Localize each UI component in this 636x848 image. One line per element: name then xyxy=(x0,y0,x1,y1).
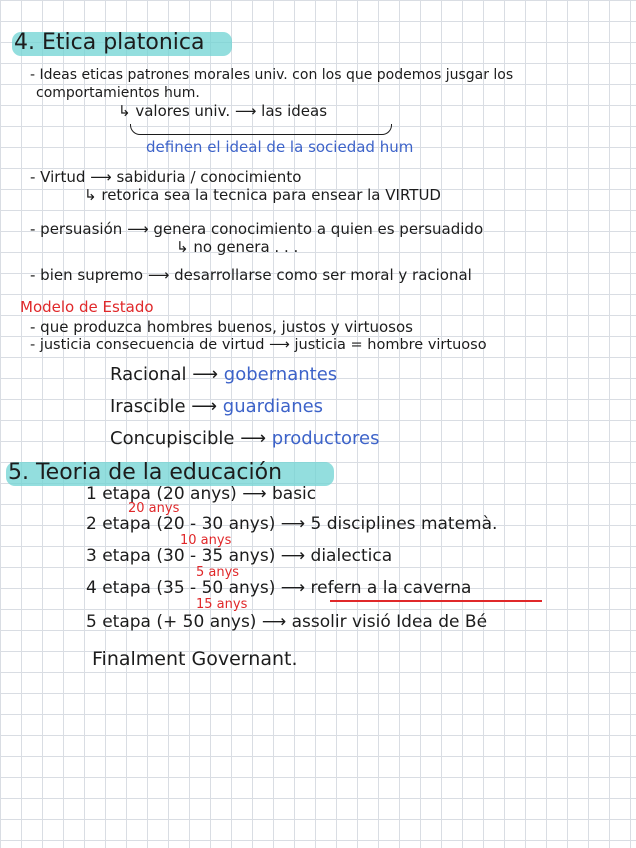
soul-role: gobernantes xyxy=(223,364,338,385)
arrow-icon: ⟶ xyxy=(234,102,257,120)
bullet2-a: - Virtud xyxy=(30,168,86,186)
modelo-title: Modelo de Estado xyxy=(20,298,154,316)
stage-row xyxy=(86,514,497,534)
stage-text: 2 etapa (20 - 30 anys) xyxy=(86,514,276,534)
turn-arrow-icon: ↳ xyxy=(176,238,189,256)
bullet4-a: - bien supremo xyxy=(30,266,144,284)
soul-part: Irascible xyxy=(110,396,186,417)
turn-arrow-icon: ↳ xyxy=(118,102,131,120)
arrow-icon: ⟶ xyxy=(269,337,290,353)
stage-text: 4 etapa (35 - 50 anys) xyxy=(86,578,276,598)
section4-title: 4. Etica platonica xyxy=(14,30,205,55)
stage-text: 1 etapa (20 anys) xyxy=(86,484,237,504)
arrow-icon: ⟶ xyxy=(192,364,219,385)
bullet1-sub-b: las ideas xyxy=(261,102,328,120)
soul-role: guardianes xyxy=(222,396,324,417)
bullet4-b: desarrollarse como ser moral y racional xyxy=(174,266,472,284)
bullet3-sub-text: no genera . . . xyxy=(193,238,299,256)
final-line: Finalment Governant. xyxy=(92,648,298,670)
bullet2-b: sabiduria / conocimiento xyxy=(116,168,302,186)
arrow-icon: ⟶ xyxy=(280,546,306,566)
red-underline xyxy=(330,600,542,602)
bullet1-line1: - Ideas eticas patrones morales univ. con los que podemos jusgar los xyxy=(30,67,514,83)
stage-target: dialectica xyxy=(310,546,393,566)
modelo-2a: - justicia consecuencia de virtud xyxy=(30,337,265,353)
bullet1-sub xyxy=(118,102,327,120)
bullet1-line2: comportamientos hum. xyxy=(36,85,200,101)
arrow-icon: ⟶ xyxy=(191,396,218,417)
arrow-icon: ⟶ xyxy=(90,168,112,186)
stage-duration: 10 anys xyxy=(180,533,232,548)
soul-role: productores xyxy=(271,428,380,449)
modelo-2b: justicia = hombre virtuoso xyxy=(294,337,487,353)
soul-row xyxy=(110,428,379,450)
bullet3-b: genera conocimiento a quien es persuadido xyxy=(153,220,484,238)
bullet3-sub xyxy=(176,238,298,256)
soul-row xyxy=(110,396,323,418)
arrow-icon: ⟶ xyxy=(127,220,149,238)
bullet2-sub xyxy=(84,186,441,204)
stage-target: refern a la caverna xyxy=(310,578,472,598)
arrow-icon: ⟶ xyxy=(147,266,170,284)
bullet1-note: definen el ideal de la sociedad hum xyxy=(146,138,414,156)
arrow-icon: ⟶ xyxy=(242,484,267,504)
arrow-icon: ⟶ xyxy=(280,578,306,598)
arrow-icon: ⟶ xyxy=(240,428,267,449)
soul-row xyxy=(110,364,337,386)
soul-part: Concupiscible xyxy=(110,428,235,449)
bullet4-line xyxy=(30,266,472,284)
stage-text: 5 etapa (+ 50 anys) xyxy=(86,612,257,632)
bullet2-line xyxy=(30,168,301,186)
stage-duration: 20 anys xyxy=(128,501,180,516)
stage-target: basic xyxy=(271,484,317,504)
bullet2-sub-text: retorica sea la tecnica para ensear la VIRTUD xyxy=(101,186,441,204)
stage-text: 3 etapa (30 - 35 anys) xyxy=(86,546,276,566)
soul-part: Racional xyxy=(110,364,187,385)
stage-duration: 5 anys xyxy=(196,565,240,580)
bullet1-sub-a: valores univ. xyxy=(135,102,231,120)
arrow-icon: ⟶ xyxy=(261,612,287,632)
stage-row xyxy=(86,546,392,566)
bullet3-line xyxy=(30,220,483,238)
stage-row xyxy=(86,612,487,632)
arrow-icon: ⟶ xyxy=(280,514,306,534)
bullet3-a: - persuasión xyxy=(30,220,123,238)
modelo-line1: - que produzca hombres buenos, justos y virtuosos xyxy=(30,318,413,336)
modelo-line2 xyxy=(30,336,487,354)
stage-target: assolir visió Idea de Bé xyxy=(291,612,488,632)
stage-row xyxy=(86,484,316,504)
turn-arrow-icon: ↳ xyxy=(84,186,97,204)
curly-brace xyxy=(130,124,392,135)
stage-row xyxy=(86,578,471,598)
stage-target: 5 disciplines matemà. xyxy=(310,514,498,534)
stage-duration: 15 anys xyxy=(196,597,248,612)
section5-title: 5. Teoria de la educación xyxy=(8,460,283,485)
